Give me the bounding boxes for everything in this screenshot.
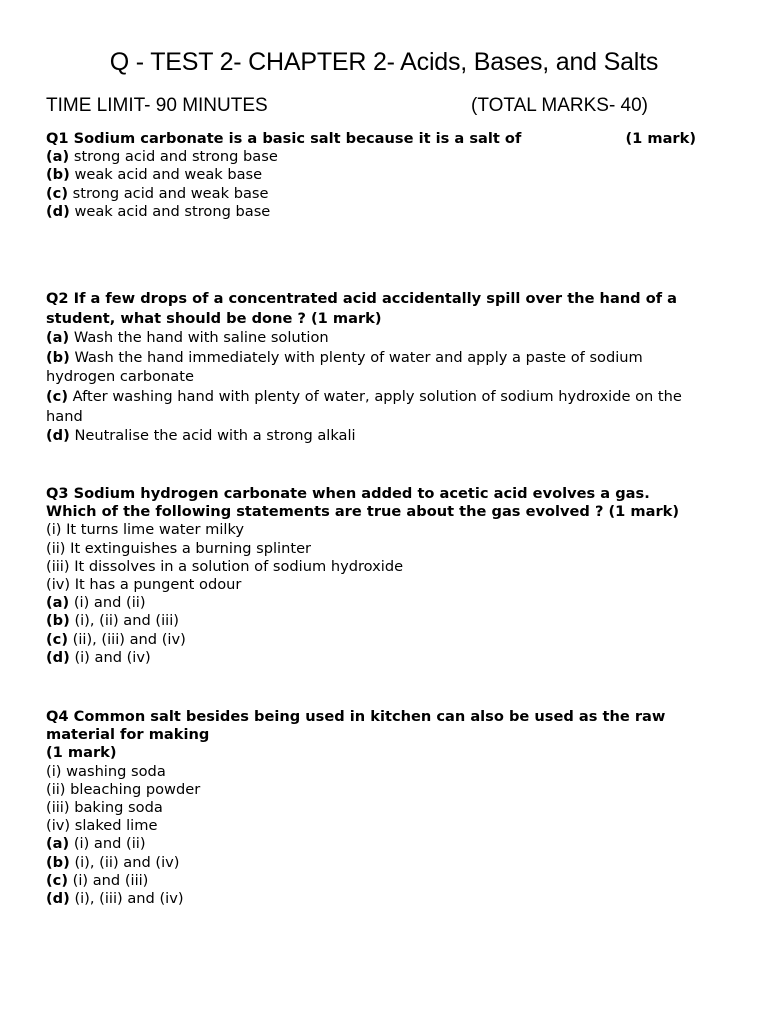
question-4 bbox=[46, 708, 716, 908]
page-title: Q - TEST 2- CHAPTER 2- Acids, Bases, and Salts bbox=[109, 48, 659, 76]
option-a: (a) (i) and (ii) bbox=[46, 835, 146, 853]
question-2-text-line1: Q2 If a few drops of a concentrated acid accidentally spill over the hand of a bbox=[46, 290, 678, 307]
statement-iii: (iii) baking soda bbox=[46, 799, 163, 817]
option-d: (d) weak acid and strong base bbox=[46, 202, 271, 220]
question-3-text-line2: Which of the following statements are true about the gas evolved ? (1 mark) bbox=[46, 503, 680, 521]
option-b: (b) (i), (ii) and (iv) bbox=[46, 853, 180, 871]
question-4-text-line2: material for making bbox=[46, 726, 210, 744]
option-a: (a) (i) and (ii) bbox=[46, 594, 146, 612]
total-marks: (TOTAL MARKS- 40) bbox=[471, 95, 649, 116]
question-4-text-line1: Q4 Common salt besides being used in kitchen can also be used as the raw bbox=[46, 708, 666, 725]
option-d: (d) (i), (iii) and (iv) bbox=[46, 890, 184, 908]
statement-iv: (iv) slaked lime bbox=[46, 817, 158, 835]
statement-ii: (ii) bleaching powder bbox=[46, 780, 201, 798]
question-1 bbox=[46, 130, 716, 221]
statement-i: (i) washing soda bbox=[46, 762, 166, 780]
option-d: (d) (i) and (iv) bbox=[46, 648, 151, 666]
option-c: (c) (i) and (iii) bbox=[46, 871, 149, 889]
question-2 bbox=[46, 289, 716, 446]
option-a: (a) Wash the hand with saline solution bbox=[46, 329, 329, 347]
option-d: (d) Neutralise the acid with a strong alkali bbox=[46, 427, 356, 445]
question-2-text-line2: student, what should be done ? (1 mark) bbox=[46, 309, 382, 327]
question-1-text bbox=[46, 130, 716, 148]
question-1-marks: (1 mark) bbox=[625, 130, 696, 147]
option-b: (b) weak acid and weak base bbox=[46, 166, 263, 184]
statement-iv: (iv) It has a pungent odour bbox=[46, 576, 242, 594]
test-meta bbox=[46, 95, 666, 119]
option-b: (b) (i), (ii) and (iii) bbox=[46, 612, 179, 630]
option-a: (a) strong acid and strong base bbox=[46, 148, 278, 166]
statement-ii: (ii) It extinguishes a burning splinter bbox=[46, 539, 312, 557]
question-1-stem: Q1 Sodium carbonate is a basic salt because it is a salt of bbox=[46, 130, 522, 147]
statement-i: (i) It turns lime water milky bbox=[46, 521, 245, 539]
question-4-marks: (1 mark) bbox=[46, 744, 117, 762]
option-c: (c) (ii), (iii) and (iv) bbox=[46, 630, 186, 648]
statement-iii: (iii) It dissolves in a solution of sodium hydroxide bbox=[46, 557, 404, 575]
time-limit: TIME LIMIT- 90 MINUTES bbox=[46, 95, 268, 116]
question-3-text-line1: Q3 Sodium hydrogen carbonate when added to acetic acid evolves a gas. bbox=[46, 485, 650, 502]
option-b: (b) Wash the hand immediately with plenty of water and apply a paste of sodium hydrogen carbonate bbox=[46, 348, 643, 386]
option-c: (c) After washing hand with plenty of water, apply solution of sodium hydroxide on the hand bbox=[46, 387, 682, 425]
option-c: (c) strong acid and weak base bbox=[46, 184, 269, 202]
question-3 bbox=[46, 485, 716, 667]
